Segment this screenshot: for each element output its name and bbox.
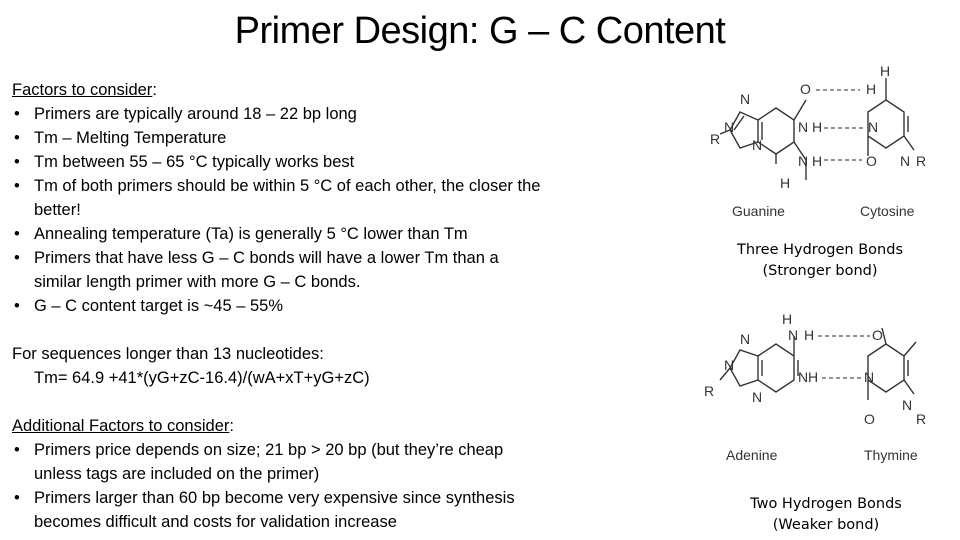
additional-item: • Primers price depends on size; 21 bp > 20 bp (but they’re cheap unless tags are included on the primer) (12, 438, 542, 486)
atom-h: H (866, 81, 877, 97)
additional-heading: Additional Factors to consider (12, 417, 230, 435)
atom-r: R (916, 411, 927, 427)
formula-equation: Tm= 64.9 +41*(yG+zC-16.4)/(wA+xT+yG+zC) (34, 369, 370, 387)
at-caption (726, 494, 926, 536)
factor-item: • Tm – Melting Temperature (12, 126, 542, 150)
formula-intro: For sequences longer than 13 nucleotides: (12, 345, 324, 363)
atom-n: N (798, 153, 809, 169)
atom-n: N (902, 397, 913, 413)
factor-item: • G – C content target is ~45 – 55% (12, 294, 542, 318)
factors-heading-line: Factors to consider: (12, 81, 157, 99)
additional-heading-line: Additional Factors to consider: (12, 417, 234, 435)
atom-r: R (710, 131, 721, 147)
gc-caption-line1: Three Hydrogen Bonds (736, 242, 904, 258)
page-title: Primer Design: G – C Content (234, 10, 726, 52)
additional-item: • Primers larger than 60 bp become very expensive since synthesis becomes difficult and costs for validation increase (12, 486, 542, 534)
atom-r: R (916, 153, 927, 169)
atom-o: O (864, 411, 875, 427)
atom-n: N (724, 357, 735, 373)
atom-n: N (864, 369, 875, 385)
content-column (12, 78, 542, 534)
atom-n: N (798, 369, 809, 385)
cytosine-label: Cytosine (860, 203, 915, 219)
at-caption-line2: (Weaker bond) (772, 517, 880, 533)
gc-caption-line2: (Stronger bond) (762, 263, 878, 279)
factor-item: • Primers are typically around 18 – 22 bp long (12, 102, 542, 126)
atom-h: H (804, 327, 815, 343)
atom-h: H (780, 175, 791, 191)
factor-item: • Primers that have less G – C bonds will have a lower Tm than a similar length primer with more G – C bonds. (12, 246, 542, 294)
atom-n: N (724, 119, 735, 135)
atom-h: H (880, 63, 891, 79)
atom-h: H (808, 369, 819, 385)
at-caption-line1: Two Hydrogen Bonds (750, 496, 902, 512)
guanine-label: Guanine (732, 203, 785, 219)
factor-item: • Tm of both primers should be within 5 °C of each other, the closer the better! (12, 174, 542, 222)
atom-r: R (704, 383, 715, 399)
atom-o: O (866, 153, 877, 169)
adenine-label: Adenine (726, 447, 778, 463)
hydrogen-bonds (816, 90, 864, 160)
gc-caption (720, 240, 920, 282)
factors-list (12, 102, 542, 318)
at-pair-diagram (700, 306, 950, 468)
atom-n: N (752, 137, 763, 153)
factor-item: • Tm between 55 – 65 °C typically works best (12, 150, 542, 174)
factor-item: • Annealing temperature (Ta) is generally 5 °C lower than Tm (12, 222, 542, 246)
atom-n: N (900, 153, 911, 169)
atom-h: H (812, 153, 823, 169)
atom-o: O (872, 327, 883, 343)
atom-o: O (800, 81, 811, 97)
guanine-structure (720, 100, 809, 180)
thymine-label: Thymine (864, 447, 918, 463)
additional-list (12, 438, 542, 534)
atom-n: N (788, 327, 799, 343)
factors-heading: Factors to consider (12, 81, 153, 99)
atom-n: N (868, 119, 879, 135)
hydrogen-bonds (818, 336, 870, 378)
atom-n: N (740, 331, 751, 347)
atom-n: N (740, 91, 751, 107)
gc-pair-diagram (700, 60, 950, 225)
atom-n: N (752, 389, 763, 405)
atom-h: H (782, 311, 793, 327)
atom-h: H (812, 119, 823, 135)
atom-n: N (798, 119, 809, 135)
